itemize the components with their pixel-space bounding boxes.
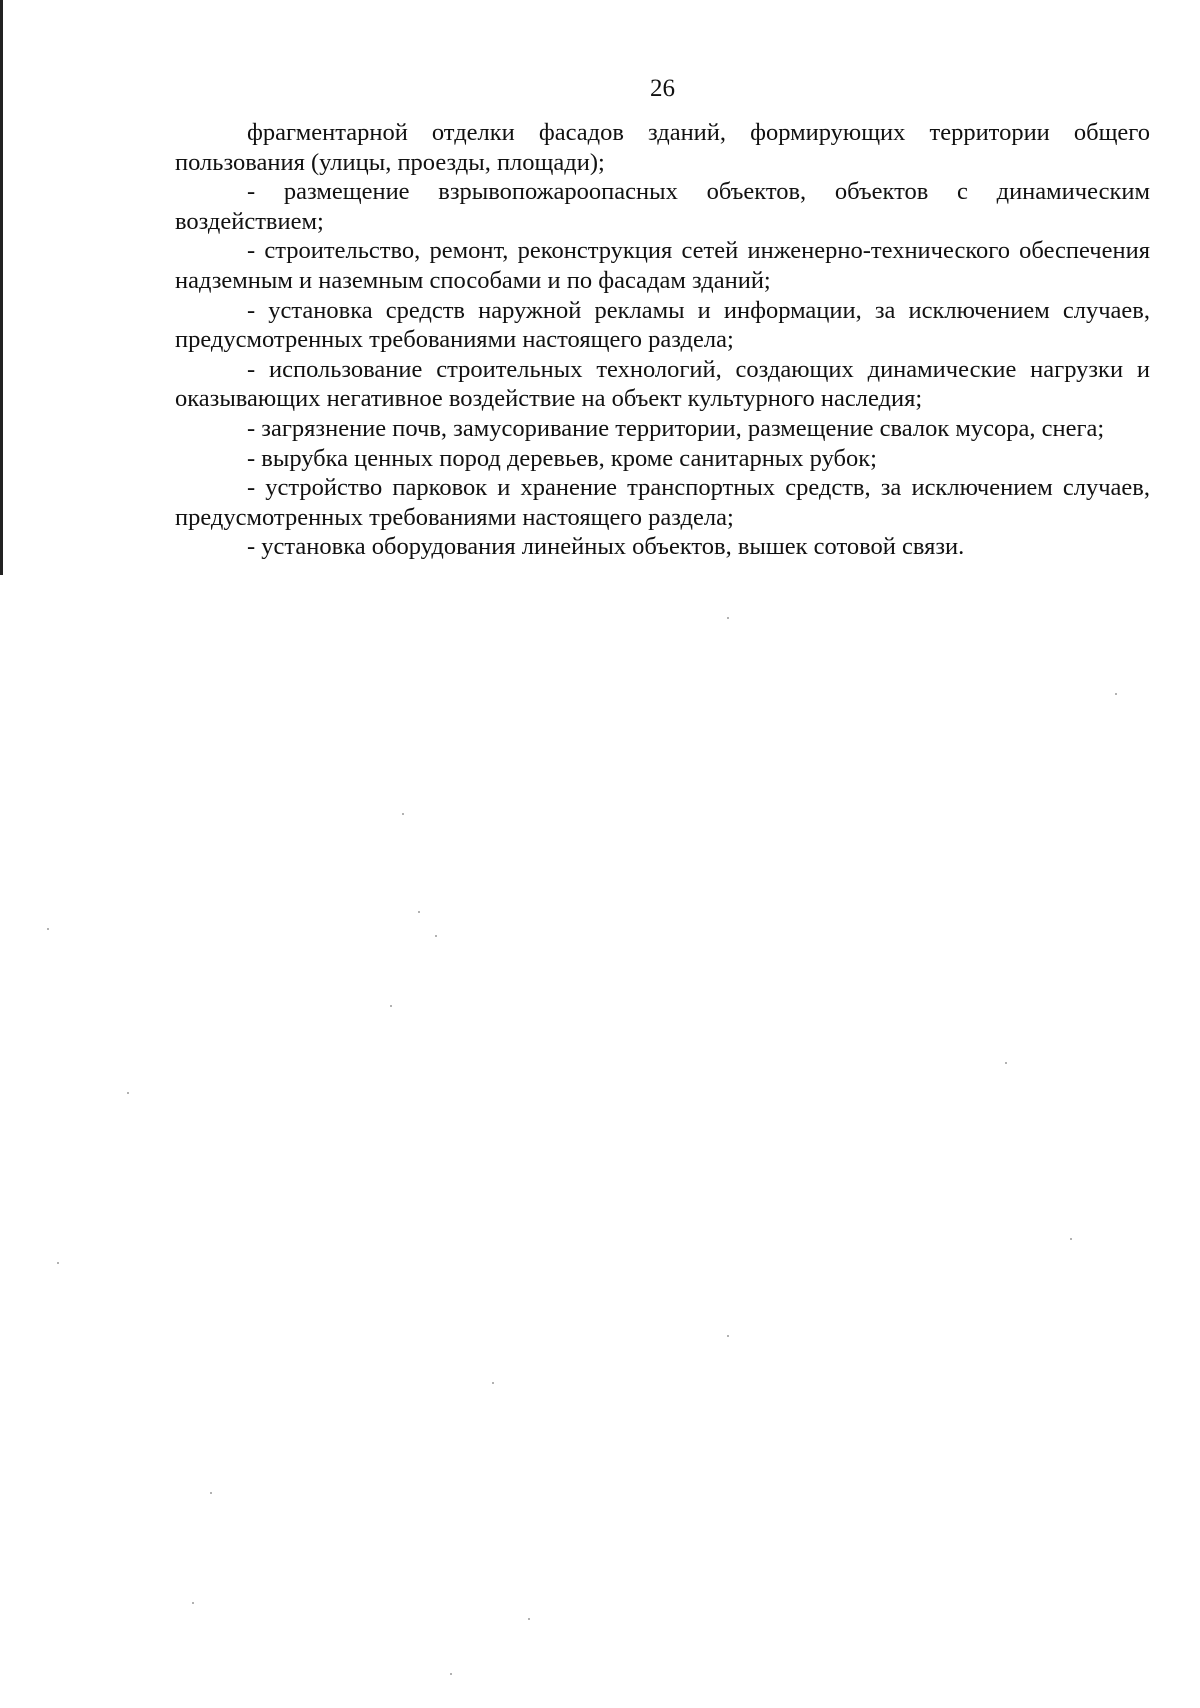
scan-speck: [727, 1335, 729, 1337]
scan-speck: [435, 935, 437, 937]
scan-speck: [1005, 1062, 1007, 1064]
paragraph-engineering-networks: - строительство, ремонт, реконструкция сетей инженерно-технического обеспечения надземным и наземным способами и по фасадам зданий;: [175, 237, 1150, 294]
scan-speck: [192, 1602, 194, 1604]
paragraph-facade-finishing: фрагментарной отделки фасадов зданий, формирующих территории общего пользования (улицы, проезды, площади);: [175, 119, 1150, 176]
paragraph-construction-technologies: - использование строительных технологий, создающих динамические нагрузки и оказывающих негативное воздействие на объект культурного наследия;: [175, 355, 1150, 413]
scan-speck: [210, 1492, 212, 1494]
page-number: 26: [650, 75, 675, 102]
scan-speck: [402, 813, 404, 815]
scan-speck: [127, 1092, 129, 1094]
paragraph-advertising: - установка средств наружной рекламы и информации, за исключением случаев, предусмотренных требованиями настоящего раздела;: [175, 296, 1150, 354]
scan-speck: [528, 1618, 530, 1620]
scan-speck: [390, 1005, 392, 1007]
paragraph-linear-objects: - установка оборудования линейных объектов, вышек сотовой связи.: [247, 533, 965, 561]
scan-speck: [450, 1673, 452, 1675]
scan-speck: [1070, 1238, 1072, 1240]
scan-speck: [57, 1262, 59, 1264]
paragraph-explosive-objects: - размещение взрывопожароопасных объектов, объектов с динамическим воздействием;: [175, 178, 1150, 235]
document-text: [175, 118, 1150, 562]
scan-speck: [418, 911, 420, 913]
scan-speck: [1115, 693, 1117, 695]
scan-speck: [727, 617, 729, 619]
scan-speck: [47, 928, 49, 930]
paragraph-tree-cutting: - вырубка ценных пород деревьев, кроме санитарных рубок;: [247, 444, 877, 472]
scan-speck: [492, 1382, 494, 1384]
paragraph-parking: - устройство парковок и хранение транспортных средств, за исключением случаев, предусмотренных требованиями настоящего раздела;: [175, 474, 1150, 531]
paragraph-soil-pollution: - загрязнение почв, замусоривание территории, размещение свалок мусора, снега;: [247, 414, 1105, 442]
